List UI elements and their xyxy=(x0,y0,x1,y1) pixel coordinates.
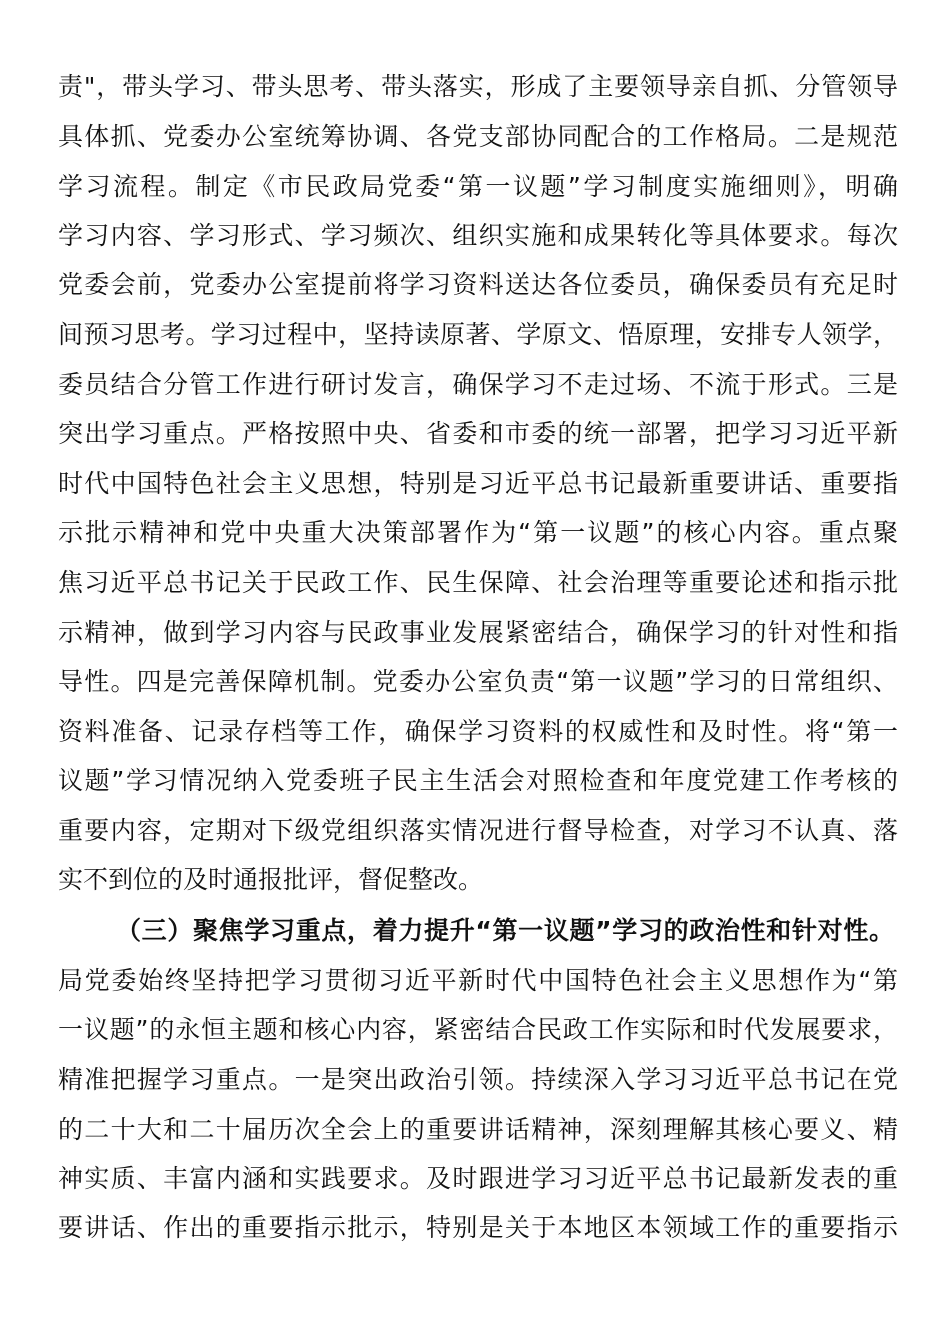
paragraph-line: 学习内容、学习形式、学习频次、组织实施和成果转化等具体要求。每次 xyxy=(58,221,898,250)
paragraph-line: 责"，带头学习、带头思考、带头落实，形成了主要领导亲自抓、分管领导 xyxy=(58,72,898,101)
paragraph-line: 示批示精神和党中央重大决策部署作为“第一议题”的核心内容。重点聚 xyxy=(58,518,898,547)
paragraph-line: 突出学习重点。严格按照中央、省委和市委的统一部署，把学习习近平新 xyxy=(58,419,898,448)
paragraph-line: 实不到位的及时通报批评，督促整改。 xyxy=(58,865,484,894)
paragraph-line: 导性。四是完善保障机制。党委办公室负责“第一议题”学习的日常组织、 xyxy=(58,667,898,696)
paragraph-line: 要讲话、作出的重要指示批示，特别是关于本地区本领域工作的重要指示 xyxy=(58,1213,898,1242)
paragraph-line: 焦习近平总书记关于民政工作、民生保障、社会治理等重要论述和指示批 xyxy=(58,568,898,597)
paragraph-line: 示精神，做到学习内容与民政事业发展紧密结合，确保学习的针对性和指 xyxy=(58,618,898,647)
paragraph-line: 资料准备、记录存档等工作，确保学习资料的权威性和及时性。将“第一 xyxy=(58,717,898,746)
paragraph-line: 一议题”的永恒主题和核心内容，紧密结合民政工作实际和时代发展要求， xyxy=(58,1015,898,1044)
paragraph-line: 精准把握学习重点。一是突出政治引领。持续深入学习习近平总书记在党 xyxy=(58,1065,898,1094)
paragraph-line: 重要内容，定期对下级党组织落实情况进行督导检查，对学习不认真、落 xyxy=(58,816,898,845)
paragraph-line: 间预习思考。学习过程中，坚持读原著、学原文、悟原理，安排专人领学， xyxy=(58,320,898,349)
section-heading: （三）聚焦学习重点，着力提升“第一议题”学习的政治性和针对性。 xyxy=(116,916,894,945)
paragraph-line: 局党委始终坚持把学习贯彻习近平新时代中国特色社会主义思想作为“第 xyxy=(58,966,898,995)
paragraph-line: 议题”学习情况纳入党委班子民主生活会对照检查和年度党建工作考核的 xyxy=(58,766,898,795)
paragraph-line: 委员结合分管工作进行研讨发言，确保学习不走过场、不流于形式。三是 xyxy=(58,370,898,399)
paragraph-line: 具体抓、党委办公室统筹协调、各党支部协同配合的工作格局。二是规范 xyxy=(58,122,898,151)
paragraph-line: 学习流程。制定《市民政局党委“第一议题”学习制度实施细则》，明确 xyxy=(58,172,898,201)
paragraph-line: 时代中国特色社会主义思想，特别是习近平总书记最新重要讲话、重要指 xyxy=(58,469,898,498)
paragraph-line: 神实质、丰富内涵和实践要求。及时跟进学习习近平总书记最新发表的重 xyxy=(58,1164,898,1193)
paragraph-line: 的二十大和二十届历次全会上的重要讲话精神，深刻理解其核心要义、精 xyxy=(58,1115,898,1144)
paragraph-line: 党委会前，党委办公室提前将学习资料送达各位委员，确保委员有充足时 xyxy=(58,270,898,299)
